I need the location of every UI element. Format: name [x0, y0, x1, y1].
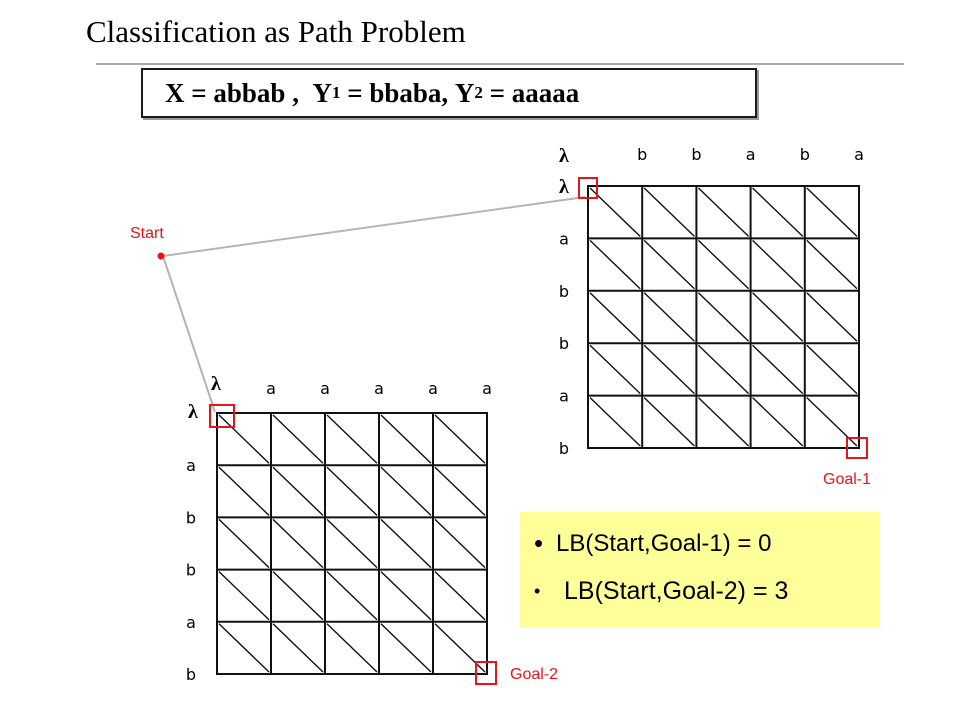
grid2-diagonal-edge: [273, 467, 323, 515]
x-value: abbab: [213, 77, 286, 108]
grid1-diagonal-edge: [698, 188, 748, 236]
grid2-diagonal-edge: [381, 415, 431, 463]
grid2-diagonal-edge: [327, 624, 377, 672]
connector-start-to-grid2: [163, 256, 215, 412]
grid1-diagonal-edge: [753, 398, 803, 446]
grid2-diagonal-edge: [381, 519, 431, 567]
grid1-row-label: b: [558, 334, 570, 354]
grid2-row-label: b: [185, 665, 197, 684]
grid1-lambda-row: λ: [559, 176, 569, 198]
grid2-diagonal-edge: [381, 572, 431, 620]
grid1-diagonal-edge: [590, 345, 640, 393]
y2-value: aaaaa: [511, 77, 580, 108]
grid1-diagonal-edge: [590, 240, 640, 288]
grid1-diagonal-edge: [644, 398, 694, 446]
grid2-diagonal-edge: [219, 624, 269, 672]
grid1-diagonal-edge: [698, 345, 748, 393]
grid1-diagonal-edge: [644, 240, 694, 288]
grid2-diagonal-edge: [327, 467, 377, 515]
grid1-diagonal-edge: [807, 293, 857, 341]
grid2-diagonal-edge: [435, 572, 485, 620]
grid2-lambda-row: λ: [188, 401, 198, 423]
grid2-row-label: a: [186, 612, 196, 632]
edit-distance-grid-1: [559, 145, 864, 458]
y1-label: Y: [312, 77, 332, 108]
grid1-lambda-col: λ: [559, 145, 569, 167]
grid2-diagonal-edge: [381, 624, 431, 672]
grid1-diagonal-edge: [807, 188, 857, 236]
grid2-diagonal-edge: [327, 415, 377, 463]
grid2-lambda-col: λ: [211, 373, 221, 395]
grid2-col-label: a: [428, 379, 438, 398]
sequence-definition-box: X = abbab , Y 1 = bbaba , Y 2 = aaaaa: [141, 68, 757, 118]
grid1-col-label: a: [745, 145, 756, 164]
grid2-diagonal-edge: [273, 519, 323, 567]
grid1-diagonal-edge: [753, 240, 803, 288]
grid1-diagonal-edge: [698, 240, 748, 288]
grid2-diagonal-edge: [219, 415, 269, 463]
grid2-col-label: a: [320, 379, 330, 398]
grid2-diagonal-edge: [273, 624, 323, 672]
grid1-diagonal-edge: [807, 345, 857, 393]
grid1-diagonal-edge: [590, 293, 640, 341]
lower-bound-box: [520, 512, 880, 627]
bullet-1: •: [534, 528, 544, 558]
grid1-diagonal-edge: [644, 188, 694, 236]
lower-bound-item-1: [534, 528, 880, 559]
y1-subscript: 1: [331, 83, 341, 102]
grid1-col-label: b: [691, 145, 702, 164]
grid2-col-label: a: [374, 379, 384, 398]
start-point-marker: [158, 253, 165, 260]
grid2-diagonal-edge: [219, 519, 269, 567]
goal2-label: Goal-2: [510, 666, 559, 683]
grid2-diagonal-edge: [327, 519, 377, 567]
lower-bound-text-2: LB(Start,Goal-2) = 3: [564, 577, 789, 605]
y2-label: Y: [454, 77, 475, 108]
grid2-diagonal-edge: [435, 624, 485, 672]
grid2-diagonal-edge: [273, 415, 323, 463]
x-label: X: [165, 77, 185, 108]
grid1-diagonal-edge: [644, 345, 694, 393]
grid1-diagonal-edge: [644, 293, 694, 341]
grid1-diagonal-edge: [698, 398, 748, 446]
grid2-col-label: a: [482, 379, 492, 398]
start-label: Start: [130, 225, 164, 242]
grid2-diagonal-edge: [219, 467, 269, 515]
grid1-row-label: a: [559, 386, 569, 406]
grid1-row-label: b: [558, 281, 570, 301]
grid2-diagonal-edge: [219, 572, 269, 620]
y1-value: bbaba: [369, 77, 442, 108]
grid1-diagonal-edge: [807, 240, 857, 288]
grid1-diagonal-edge: [590, 398, 640, 446]
grid2-row-label: b: [185, 560, 197, 580]
grid2-row-label: b: [185, 508, 197, 528]
grid1-row-label: a: [559, 229, 569, 249]
grid2-col-label: a: [266, 379, 276, 398]
grid2-diagonal-edge: [273, 572, 323, 620]
grid2-row-label: a: [186, 456, 196, 476]
grid1-diagonal-edge: [753, 293, 803, 341]
edit-distance-grid-2: [186, 379, 492, 684]
grid2-diagonal-edge: [381, 467, 431, 515]
connector-start-to-grid1: [163, 197, 585, 256]
grid1-diagonal-edge: [753, 188, 803, 236]
y2-subscript: 2: [474, 83, 483, 102]
grid1-diagonal-edge: [698, 293, 748, 341]
grid2-diagonal-edge: [327, 572, 377, 620]
lower-bound-text-1: LB(Start,Goal-1) = 0: [556, 529, 772, 557]
grid1-diagonal-edge: [753, 345, 803, 393]
goal1-label: Goal-1: [823, 471, 872, 488]
grid2-diagonal-edge: [435, 467, 485, 515]
grid1-row-label: b: [558, 439, 570, 458]
bullet-2: •: [534, 581, 541, 601]
grid2-diagonal-edge: [435, 415, 485, 463]
grid1-col-label: b: [637, 145, 648, 164]
grid1-col-label: a: [854, 145, 864, 164]
lower-bound-item-2: [534, 577, 880, 606]
slide-title: Classification as Path Problem: [86, 14, 466, 49]
grid2-diagonal-edge: [435, 519, 485, 567]
grid1-col-label: b: [799, 145, 810, 164]
